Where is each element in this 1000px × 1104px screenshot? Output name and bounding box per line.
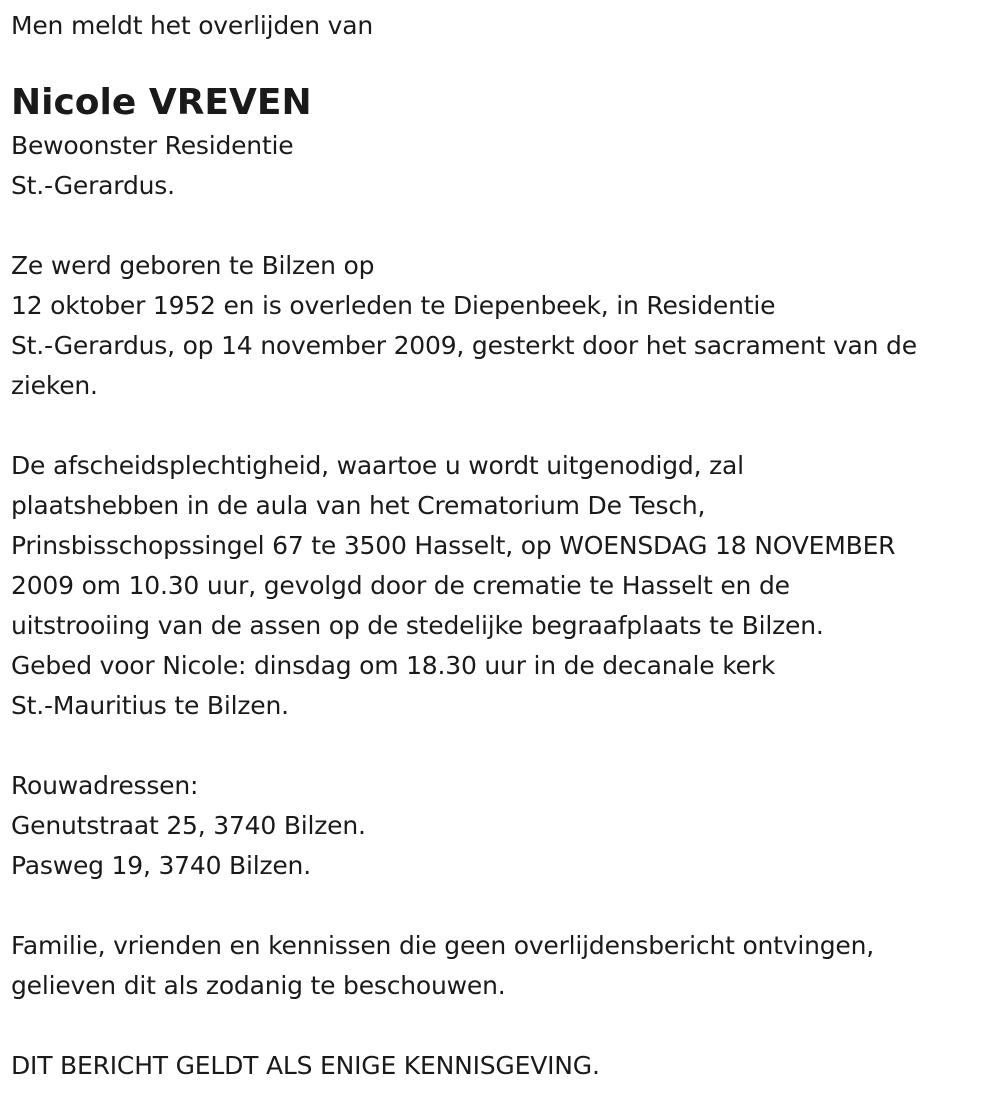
ceremony-line: Prinsbisschopssingel 67 te 3500 Hasselt, op WOENSDAG 18 NOVEMBER <box>11 531 896 560</box>
ceremony-line: St.-Mauritius te Bilzen. <box>11 691 289 720</box>
paragraph-gap <box>11 206 996 246</box>
ceremony-line: uitstrooiing van de assen op de stedelijke begraafplaats te Bilzen. <box>11 611 824 640</box>
paragraph-gap <box>11 1006 996 1046</box>
death-notice <box>11 6 996 1086</box>
birth-line: zieken. <box>11 371 98 400</box>
paragraph-gap <box>11 886 996 926</box>
closing-statement: DIT BERICHT GELDT ALS ENIGE KENNISGEVING. <box>11 1051 600 1080</box>
address-line: Genutstraat 25, 3740 Bilzen. <box>11 811 366 840</box>
ceremony-line: plaatshebben in de aula van het Crematorium De Tesch, <box>11 491 706 520</box>
birth-line: St.-Gerardus, op 14 november 2009, gesterkt door het sacrament van de <box>11 331 917 360</box>
addresses-label: Rouwadressen: <box>11 771 199 800</box>
family-line: gelieven dit als zodanig te beschouwen. <box>11 971 506 1000</box>
family-line: Familie, vrienden en kennissen die geen overlijdensbericht ontvingen, <box>11 931 875 960</box>
intro-text: Men meldt het overlijden van <box>11 11 374 40</box>
address-line: Pasweg 19, 3740 Bilzen. <box>11 851 311 880</box>
paragraph-gap <box>11 726 996 766</box>
deceased-name: Nicole VREVEN <box>11 82 312 123</box>
ceremony-line: De afscheidsplechtigheid, waartoe u wordt uitgenodigd, zal <box>11 451 744 480</box>
ceremony-line: 2009 om 10.30 uur, gevolgd door de crematie te Hasselt en de <box>11 571 790 600</box>
residence-line: St.-Gerardus. <box>11 171 175 200</box>
birth-line: 12 oktober 1952 en is overleden te Diepenbeek, in Residentie <box>11 291 776 320</box>
paragraph-gap <box>11 406 996 446</box>
birth-line: Ze werd geboren te Bilzen op <box>11 251 375 280</box>
ceremony-line: Gebed voor Nicole: dinsdag om 18.30 uur in de decanale kerk <box>11 651 776 680</box>
residence-line: Bewoonster Residentie <box>11 131 294 160</box>
